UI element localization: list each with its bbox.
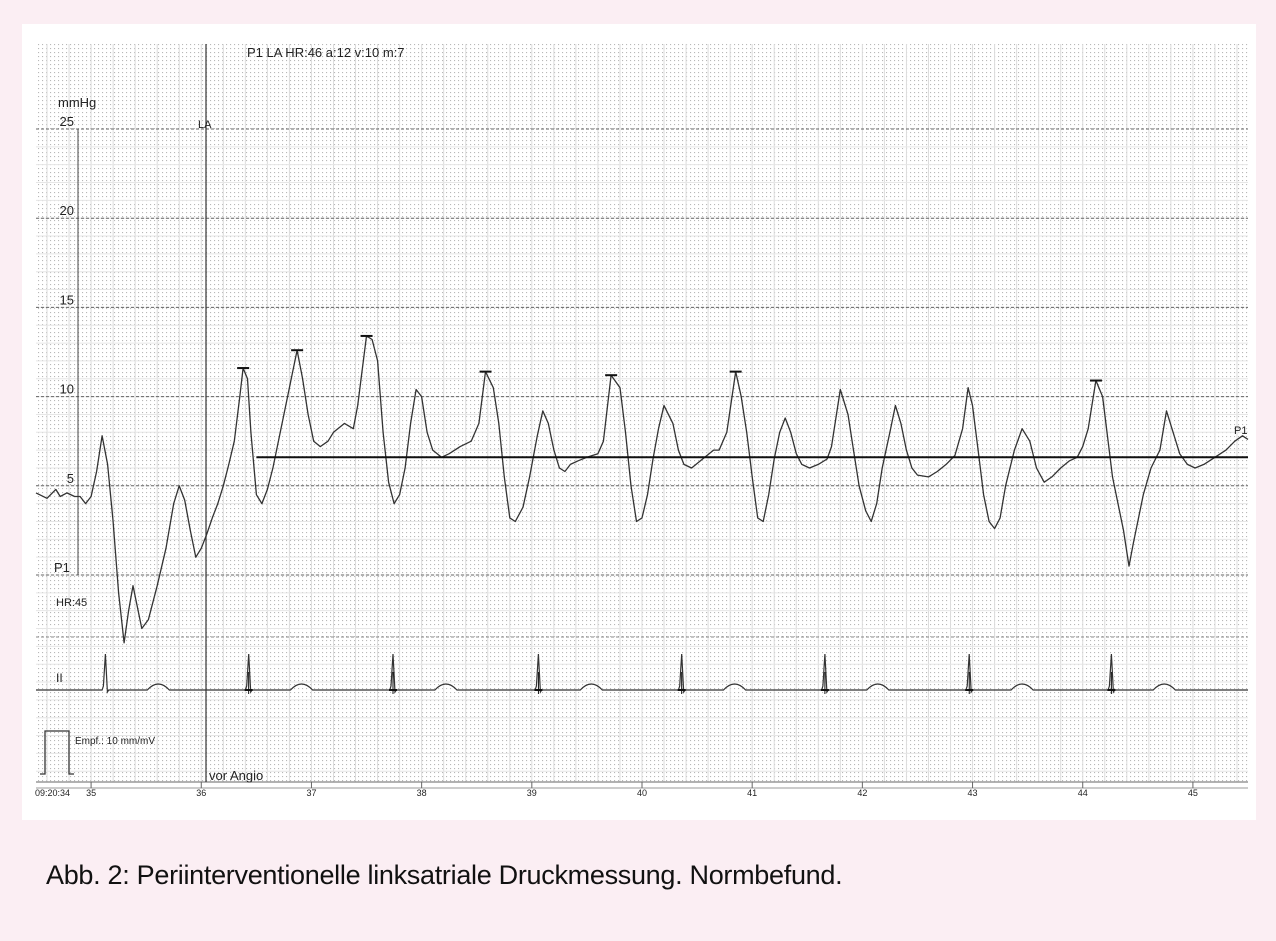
trace-end-label: P1 — [1234, 425, 1248, 437]
y-tick-label: 20 — [59, 203, 74, 219]
x-tick-label: 40 — [636, 788, 648, 798]
figure-caption: Abb. 2: Periinterventionelle linksatriale Druckmessung. Normbefund. — [46, 860, 843, 890]
x-tick-labels — [86, 782, 1198, 798]
time-start-label: 09:20:34 — [35, 788, 71, 798]
x-tick-label: 35 — [86, 788, 97, 798]
chart-header: P1 LA HR:46 a:12 v:10 m:7 — [247, 45, 405, 60]
x-tick-label: 38 — [416, 788, 427, 798]
x-tick-label: 44 — [1077, 788, 1088, 798]
hr-label: HR:45 — [56, 597, 88, 609]
x-tick-label: 37 — [306, 788, 317, 798]
x-tick-label: 41 — [747, 788, 758, 798]
y-tick-label: 15 — [59, 292, 74, 308]
figure-panel — [22, 24, 1256, 890]
x-tick-label: 36 — [196, 788, 207, 798]
unit-label: mmHg — [58, 95, 97, 110]
x-tick-label: 45 — [1187, 788, 1198, 798]
la-marker: LA — [198, 119, 212, 131]
gain-label: Empf.: 10 mm/mV — [75, 736, 156, 747]
channel-label: P1 — [54, 560, 70, 575]
event-label: vor Angio — [209, 768, 264, 783]
x-tick-label: 42 — [857, 788, 868, 798]
pressure-chart — [22, 24, 1256, 820]
x-tick-label: 43 — [967, 788, 978, 798]
y-tick-label: 25 — [59, 114, 74, 129]
y-tick-label: 5 — [66, 470, 74, 486]
x-tick-label: 39 — [526, 788, 537, 798]
y-tick-label: 10 — [59, 381, 74, 397]
ecg-lead-label: II — [56, 671, 63, 685]
